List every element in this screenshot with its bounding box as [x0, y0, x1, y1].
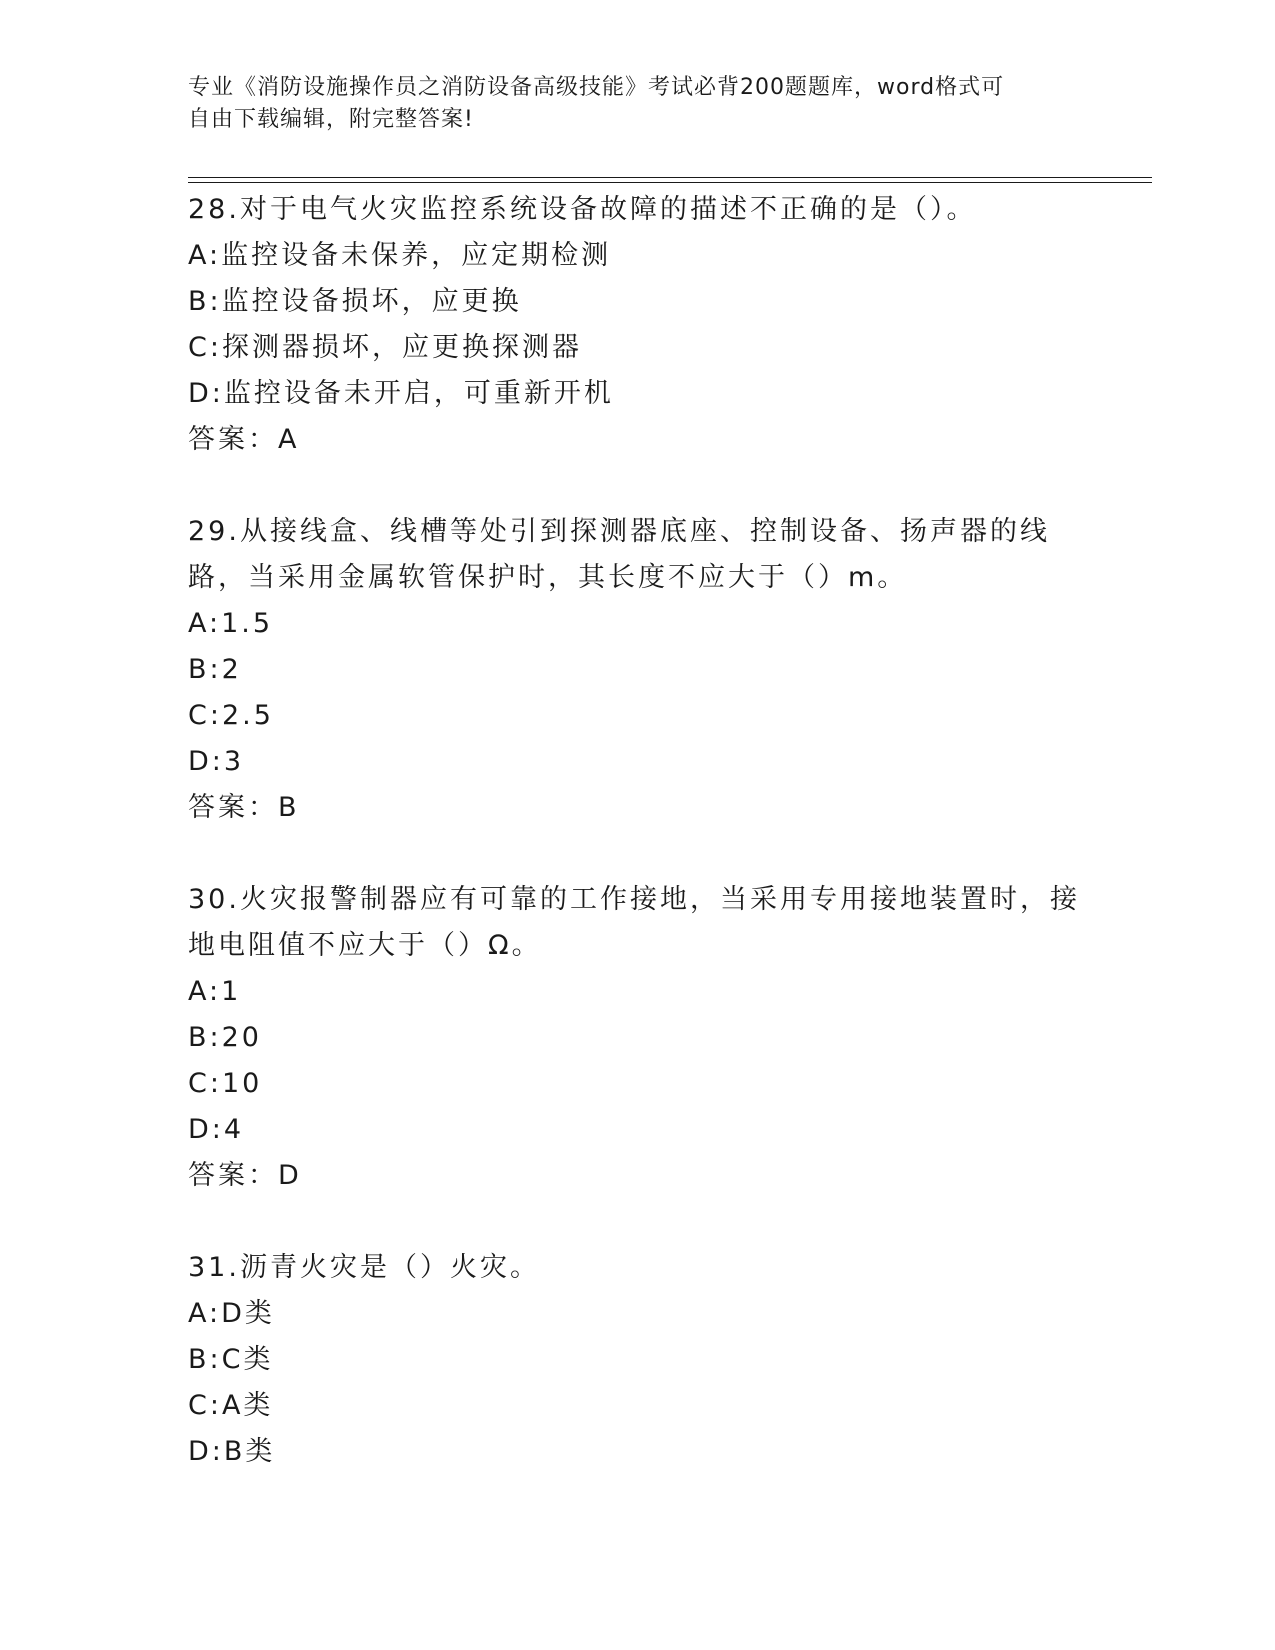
option-c — [188, 693, 1108, 739]
option-key: D: — [188, 1114, 224, 1145]
option-text: 2 — [221, 654, 242, 685]
answer-label: 答案： — [188, 424, 278, 455]
option-b — [188, 1015, 1108, 1061]
question-list — [188, 187, 1108, 1521]
question-28 — [188, 187, 1108, 463]
question-stem: 31.沥青火灾是（）火灾。 — [188, 1252, 540, 1283]
question-30 — [188, 877, 1108, 1199]
option-key: A: — [188, 240, 222, 271]
option-key: C: — [188, 332, 222, 363]
option-d — [188, 739, 1108, 785]
option-text: 监控设备未保养，应定期检测 — [221, 240, 612, 271]
option-c — [188, 325, 1108, 371]
question-stem: 28.对于电气火灾监控系统设备故障的描述不正确的是（）。 — [188, 194, 977, 225]
option-key: C: — [188, 700, 222, 731]
header-line-1: 专业《消防设施操作员之消防设备高级技能》考试必背200题题库，word格式可 — [188, 75, 1005, 100]
option-key: C: — [188, 1390, 222, 1421]
document-header — [188, 72, 1088, 136]
option-text: B类 — [223, 1436, 276, 1467]
option-key: B: — [188, 286, 222, 317]
answer-line — [188, 1153, 1108, 1199]
answer-line — [188, 417, 1108, 463]
option-c — [188, 1061, 1108, 1107]
option-key: A: — [188, 1298, 222, 1329]
option-text: C类 — [221, 1344, 274, 1375]
question-stem: 29.从接线盒、线槽等处引到探测器底座、控制设备、扬声器的线路，当采用金属软管保护时，其长度不应大于（）m。 — [188, 516, 1050, 593]
option-a — [188, 1291, 1108, 1337]
answer-value: A — [278, 424, 299, 455]
option-text: 2.5 — [221, 700, 274, 731]
option-key: A: — [188, 608, 222, 639]
header-line-2: 自由下载编辑，附完整答案! — [188, 107, 474, 132]
option-text: 监控设备损坏，应更换 — [221, 286, 522, 317]
option-a — [188, 601, 1108, 647]
header-divider-top — [188, 177, 1152, 178]
option-b — [188, 647, 1108, 693]
option-text: 探测器损坏，应更换探测器 — [221, 332, 582, 363]
option-key: D: — [188, 378, 224, 409]
option-text: 3 — [223, 746, 245, 777]
question-31 — [188, 1245, 1108, 1475]
option-a — [188, 233, 1108, 279]
option-text: A类 — [221, 1390, 274, 1421]
question-stem: 30.火灾报警制器应有可靠的工作接地，当采用专用接地装置时，接地电阻值不应大于（）Ω。 — [188, 884, 1080, 961]
option-b — [188, 279, 1108, 325]
answer-label: 答案： — [188, 1160, 278, 1191]
option-text: 10 — [221, 1068, 263, 1099]
option-key: D: — [188, 746, 224, 777]
answer-value: D — [278, 1160, 301, 1191]
option-key: A: — [188, 976, 222, 1007]
option-text: 1 — [221, 976, 242, 1007]
option-text: 监控设备未开启，可重新开机 — [223, 378, 614, 409]
option-a — [188, 969, 1108, 1015]
answer-label: 答案： — [188, 792, 278, 823]
option-d — [188, 1107, 1108, 1153]
option-d — [188, 1429, 1108, 1475]
option-key: D: — [188, 1436, 224, 1467]
option-b — [188, 1337, 1108, 1383]
option-key: C: — [188, 1068, 222, 1099]
option-key: B: — [188, 1344, 222, 1375]
answer-value: B — [278, 792, 299, 823]
header-divider-bottom — [188, 182, 1152, 183]
option-d — [188, 371, 1108, 417]
option-text: 4 — [223, 1114, 245, 1145]
option-text: D类 — [221, 1298, 275, 1329]
question-29 — [188, 509, 1108, 831]
option-c — [188, 1383, 1108, 1429]
option-text: 1.5 — [221, 608, 274, 639]
option-text: 20 — [221, 1022, 262, 1053]
option-key: B: — [188, 654, 222, 685]
option-key: B: — [188, 1022, 222, 1053]
answer-line — [188, 785, 1108, 831]
